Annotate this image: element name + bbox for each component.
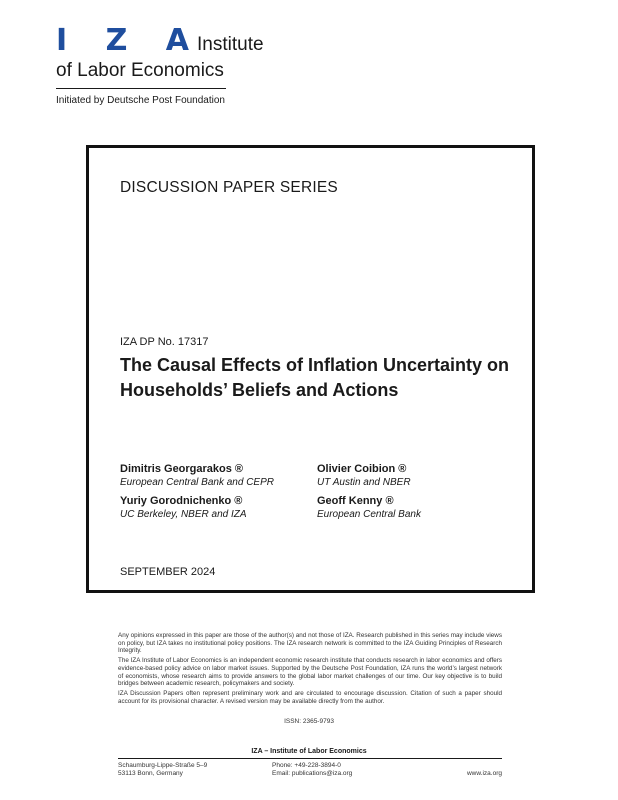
author-name: Yuriy Gorodnichenko ® <box>120 495 243 507</box>
footer-website-link[interactable]: www.iza.org <box>466 770 502 777</box>
disclaimer-paragraph: The IZA Institute of Labor Economics is an independent economic research institute that conducts research in labor economics and offers evidence-based policy advice on labor market issues. Supported by the Deutsche Post Foundation, IZA runs the world’s largest network of economists, whose research aims to provide answers to the global labor market challenges of our time. Our key objective is to build bridges between academic research, policymakers and society. <box>118 657 502 688</box>
footer-phone: Phone: +49-228-3894-0 <box>272 762 341 769</box>
author-block <box>317 494 421 522</box>
disclaimer-paragraph: Any opinions expressed in this paper are those of the author(s) and not those of IZA. Research published in this series may include views on policy, but IZA takes no institutional policy positions. The IZA research network is committed to the IZA Guiding Principles of Research Integrity. <box>118 632 502 655</box>
logo-divider <box>56 88 226 89</box>
author-affiliation: UC Berkeley, NBER and IZA <box>120 509 247 520</box>
author-block <box>120 494 247 522</box>
author-name: Geoff Kenny ® <box>317 495 394 507</box>
iza-logo <box>56 23 264 106</box>
footer-title: IZA – Institute of Labor Economics <box>251 748 367 755</box>
author-affiliation: European Central Bank and CEPR <box>120 477 274 488</box>
logo-subtitle: Initiated by Deutsche Post Foundation <box>56 95 225 106</box>
disclaimer <box>118 632 502 707</box>
logo-line-2: of Labor Economics <box>56 60 224 81</box>
logo-line-1 <box>56 23 264 58</box>
author-name: Olivier Coibion ® <box>317 463 407 475</box>
logo-acronym: I Z A <box>56 23 204 58</box>
footer-contact <box>272 762 352 778</box>
disclaimer-paragraph: IZA Discussion Papers often represent preliminary work and are circulated to encourage discussion. Citation of such a paper should account for its provisional character. A revised version may be available directly from the author. <box>118 689 502 705</box>
author-affiliation: UT Austin and NBER <box>317 477 411 488</box>
author-affiliation: European Central Bank <box>317 509 421 520</box>
address-line: Schaumburg-Lippe-Straße 5–9 <box>118 762 208 769</box>
publication-date: SEPTEMBER 2024 <box>120 566 216 578</box>
paper-title: The Causal Effects of Inflation Uncertainty on Households’ Beliefs and Actions <box>120 355 510 400</box>
footer-divider <box>118 758 502 759</box>
series-label: DISCUSSION PAPER SERIES <box>120 179 338 196</box>
footer-address <box>118 762 207 778</box>
title-frame <box>86 145 535 593</box>
logo-institute: Institute <box>197 34 264 55</box>
author-block <box>317 462 411 490</box>
author-name: Dimitris Georgarakos ® <box>120 463 244 475</box>
dp-number: IZA DP No. 17317 <box>120 336 209 348</box>
author-block <box>120 462 274 490</box>
footer-email[interactable]: Email: publications@iza.org <box>272 770 353 777</box>
issn: ISSN: 2365-9793 <box>284 718 334 725</box>
address-line: 53113 Bonn, Germany <box>118 770 183 777</box>
